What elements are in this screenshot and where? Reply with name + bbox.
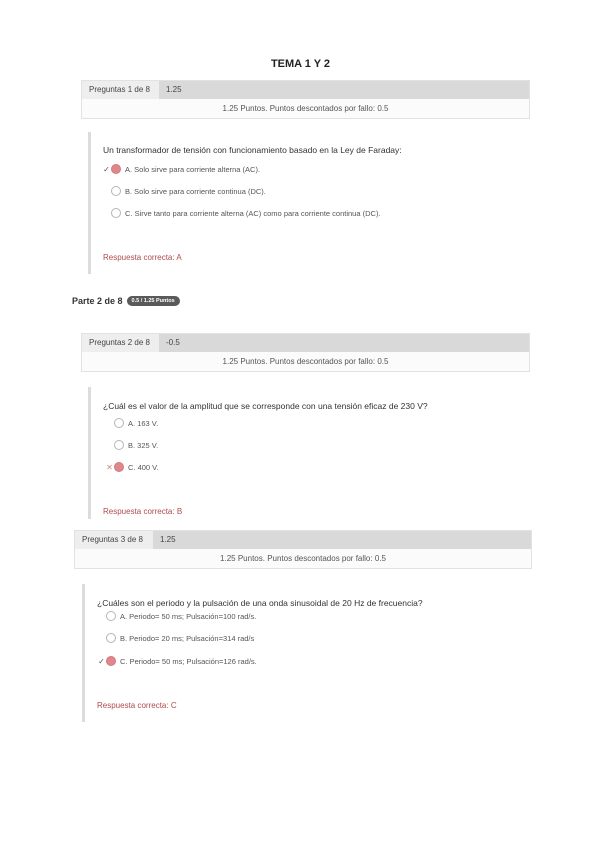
correct-check-icon: ✓ [103, 164, 110, 174]
correct-check-icon: ✓ [98, 656, 105, 666]
question-header [81, 80, 530, 119]
radio[interactable] [106, 611, 116, 621]
question-number: Preguntas 1 de 8 [82, 81, 159, 99]
option-label: B. 325 V. [128, 440, 159, 450]
question-score: -0.5 [166, 338, 180, 347]
document-title: TEMA 1 Y 2 [270, 58, 331, 70]
option-b[interactable] [97, 633, 254, 643]
question-text: ¿Cuál es el valor de la amplitud que se corresponde con una tensión eficaz de 230 V? [103, 401, 428, 411]
question-score: 1.25 [160, 535, 176, 544]
question-header [81, 333, 530, 372]
radio[interactable] [114, 418, 124, 428]
question-points: 1.25 Puntos. Puntos descontados por fallo: 0.5 [82, 99, 529, 118]
part-heading [72, 296, 180, 306]
option-a[interactable] [102, 164, 260, 174]
option-b[interactable] [105, 440, 158, 450]
option-a[interactable] [105, 418, 158, 428]
option-label: C. 400 V. [128, 462, 159, 472]
score-badge: 0.5 / 1.25 Puntos [127, 296, 180, 306]
option-label: A. 163 V. [128, 418, 159, 428]
radio-selected[interactable] [106, 656, 116, 666]
option-label: A. Solo sirve para corriente alterna (AC). [125, 164, 261, 174]
option-c[interactable] [102, 208, 381, 218]
question-points: 1.25 Puntos. Puntos descontados por fallo: 0.5 [75, 549, 531, 568]
part-label: Parte 2 de 8 [72, 296, 123, 306]
option-label: C. Sirve tanto para corriente alterna (AC) como para corriente continua (DC). [125, 208, 381, 218]
question-text: Un transformador de tensión con funcionamiento basado en la Ley de Faraday: [103, 145, 402, 155]
question-text: ¿Cuáles son el periodo y la pulsación de una onda sinusoidal de 20 Hz de frecuencia? [97, 598, 423, 608]
question-header [74, 530, 532, 569]
radio[interactable] [114, 440, 124, 450]
radio[interactable] [111, 186, 121, 196]
option-label: A. Periodo= 50 ms; Pulsación=100 rad/s. [120, 611, 257, 621]
wrong-cross-icon: ✕ [106, 462, 113, 472]
radio[interactable] [106, 633, 116, 643]
correct-answer: Respuesta correcta: C [97, 701, 177, 710]
option-b[interactable] [102, 186, 266, 196]
option-c[interactable] [105, 462, 159, 472]
option-label: B. Solo sirve para corriente continua (DC). [125, 186, 266, 196]
question-score: 1.25 [166, 85, 182, 94]
option-c[interactable] [97, 656, 257, 666]
question-number: Preguntas 3 de 8 [75, 531, 153, 549]
radio-selected[interactable] [111, 164, 121, 174]
correct-answer: Respuesta correcta: A [103, 253, 182, 262]
option-label: B. Periodo= 20 ms; Pulsación=314 rad/s [120, 633, 255, 643]
question-number: Preguntas 2 de 8 [82, 334, 159, 352]
radio[interactable] [111, 208, 121, 218]
option-label: C. Periodo= 50 ms; Pulsación=126 rad/s. [120, 656, 257, 666]
correct-answer: Respuesta correcta: B [103, 507, 183, 516]
question-points: 1.25 Puntos. Puntos descontados por fallo: 0.5 [82, 352, 529, 371]
radio-selected[interactable] [114, 462, 124, 472]
option-a[interactable] [97, 611, 256, 621]
